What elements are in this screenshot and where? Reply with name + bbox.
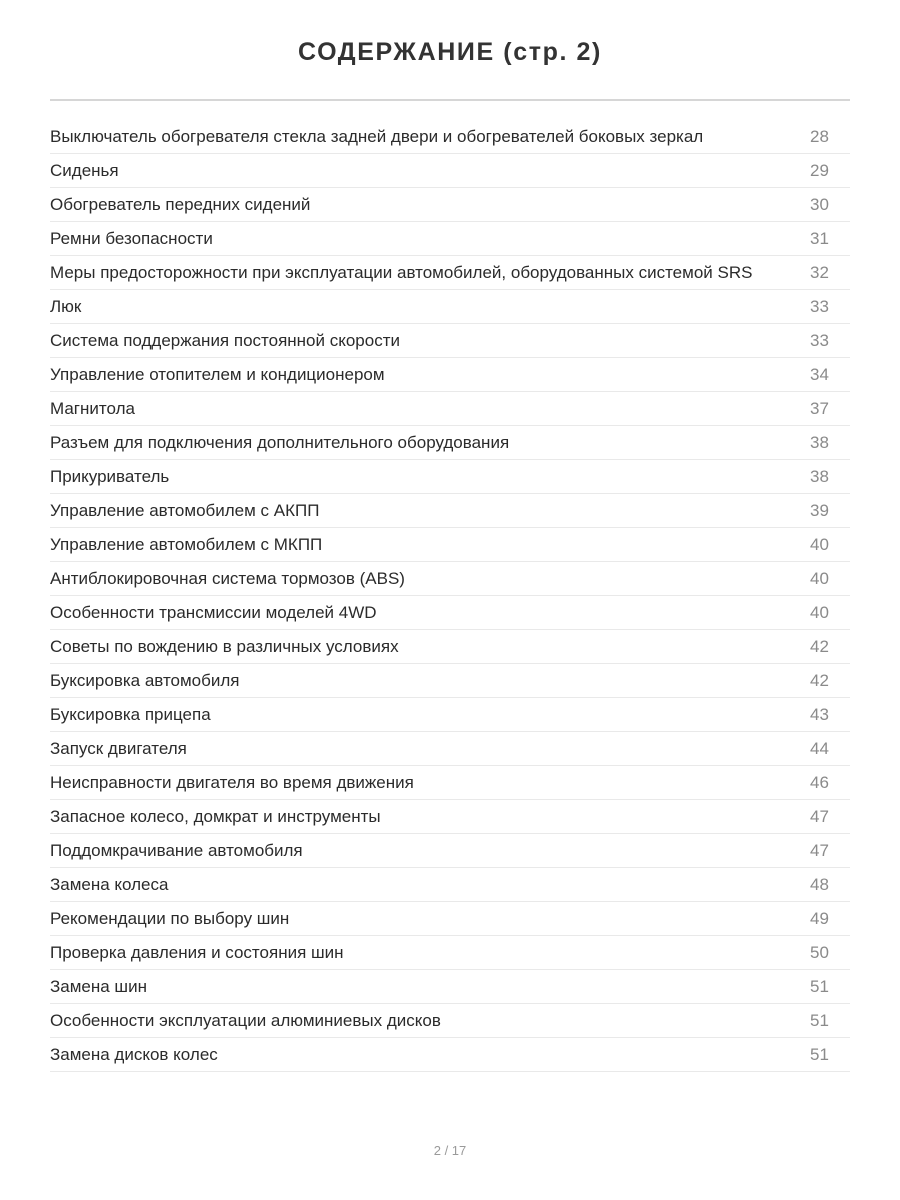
toc-entry-page: 33 — [810, 330, 829, 350]
toc-row[interactable] — [50, 154, 850, 188]
page-counter: 2 / 17 — [433, 1143, 467, 1158]
toc-entry-title: Ремни безопасности — [50, 228, 213, 248]
page-title: СОДЕРЖАНИЕ (стр. 2) — [298, 38, 602, 66]
toc-entry-title: Неисправности двигателя во время движения — [50, 772, 414, 792]
toc-entry-title: Замена дисков колес — [50, 1044, 218, 1064]
toc-list — [50, 120, 850, 1072]
toc-entry-title: Запасное колесо, домкрат и инструменты — [50, 806, 381, 826]
toc-row[interactable] — [50, 596, 850, 630]
toc-entry-page: 37 — [810, 398, 829, 418]
toc-entry-page: 29 — [810, 160, 829, 180]
toc-entry-page: 39 — [810, 500, 829, 520]
title-divider — [50, 99, 850, 101]
toc-entry-title: Разъем для подключения дополнительного оборудования — [50, 432, 510, 452]
toc-entry-page: 38 — [810, 466, 829, 486]
toc-row[interactable] — [50, 664, 850, 698]
toc-row[interactable] — [50, 222, 850, 256]
toc-entry-title: Проверка давления и состояния шин — [50, 942, 344, 962]
toc-entry-page: 40 — [810, 602, 829, 622]
toc-row[interactable] — [50, 970, 850, 1004]
toc-row[interactable] — [50, 834, 850, 868]
toc-row[interactable] — [50, 290, 850, 324]
toc-entry-page: 46 — [810, 772, 829, 792]
toc-row[interactable] — [50, 732, 850, 766]
toc-entry-page: 48 — [810, 874, 829, 894]
toc-row[interactable] — [50, 120, 850, 154]
toc-entry-page: 33 — [810, 296, 829, 316]
toc-row[interactable] — [50, 324, 850, 358]
toc-row[interactable] — [50, 698, 850, 732]
toc-row[interactable] — [50, 562, 850, 596]
toc-entry-page: 42 — [810, 670, 829, 690]
toc-entry-title: Антиблокировочная система тормозов (ABS) — [50, 568, 405, 588]
toc-entry-page: 50 — [810, 942, 829, 962]
toc-entry-title: Запуск двигателя — [50, 738, 187, 758]
toc-entry-page: 51 — [810, 976, 829, 996]
toc-entry-title: Поддомкрачивание автомобиля — [50, 840, 303, 860]
toc-entry-page: 51 — [810, 1010, 829, 1030]
toc-row[interactable] — [50, 1038, 850, 1072]
toc-entry-page: 34 — [810, 364, 829, 384]
toc-row[interactable] — [50, 426, 850, 460]
toc-entry-title: Обогреватель передних сидений — [50, 194, 311, 214]
toc-entry-title: Замена шин — [50, 976, 147, 996]
toc-row[interactable] — [50, 494, 850, 528]
toc-row[interactable] — [50, 358, 850, 392]
toc-entry-title: Управление автомобилем с АКПП — [50, 500, 320, 520]
toc-row[interactable] — [50, 256, 850, 290]
toc-entry-title: Управление отопителем и кондиционером — [50, 364, 385, 384]
toc-row[interactable] — [50, 902, 850, 936]
toc-entry-page: 32 — [810, 262, 829, 282]
toc-entry-page: 49 — [810, 908, 829, 928]
toc-row[interactable] — [50, 800, 850, 834]
toc-entry-title: Система поддержания постоянной скорости — [50, 330, 401, 350]
toc-row[interactable] — [50, 528, 850, 562]
toc-entry-page: 38 — [810, 432, 829, 452]
toc-row[interactable] — [50, 460, 850, 494]
toc-entry-title: Замена колеса — [50, 874, 169, 894]
toc-entry-title: Люк — [50, 296, 82, 316]
toc-entry-page: 44 — [810, 738, 829, 758]
toc-entry-page: 51 — [810, 1044, 829, 1064]
toc-entry-page: 30 — [810, 194, 829, 214]
toc-entry-title: Буксировка прицепа — [50, 704, 211, 724]
toc-entry-page: 40 — [810, 568, 829, 588]
toc-entry-title: Управление автомобилем с МКПП — [50, 534, 323, 554]
toc-entry-page: 43 — [810, 704, 829, 724]
toc-entry-page: 47 — [810, 806, 829, 826]
toc-entry-page: 28 — [810, 126, 829, 146]
toc-row[interactable] — [50, 1004, 850, 1038]
toc-entry-title: Магнитола — [50, 398, 135, 418]
toc-entry-page: 40 — [810, 534, 829, 554]
toc-row[interactable] — [50, 936, 850, 970]
toc-entry-page: 47 — [810, 840, 829, 860]
toc-entry-title: Рекомендации по выбору шин — [50, 908, 290, 928]
toc-entry-page: 42 — [810, 636, 829, 656]
toc-entry-title: Выключатель обогревателя стекла задней двери и обогревателей боковых зеркал — [50, 126, 704, 146]
toc-row[interactable] — [50, 188, 850, 222]
toc-entry-title: Прикуриватель — [50, 466, 170, 486]
toc-entry-title: Меры предосторожности при эксплуатации автомобилей, оборудованных системой SRS — [50, 262, 753, 282]
toc-row[interactable] — [50, 630, 850, 664]
toc-entry-title: Сиденья — [50, 160, 119, 180]
toc-entry-title: Буксировка автомобиля — [50, 670, 240, 690]
toc-row[interactable] — [50, 392, 850, 426]
toc-entry-title: Советы по вождению в различных условиях — [50, 636, 399, 656]
toc-entry-page: 31 — [810, 228, 829, 248]
toc-entry-title: Особенности трансмиссии моделей 4WD — [50, 602, 377, 622]
toc-row[interactable] — [50, 868, 850, 902]
toc-entry-title: Особенности эксплуатации алюминиевых дисков — [50, 1010, 441, 1030]
toc-row[interactable] — [50, 766, 850, 800]
